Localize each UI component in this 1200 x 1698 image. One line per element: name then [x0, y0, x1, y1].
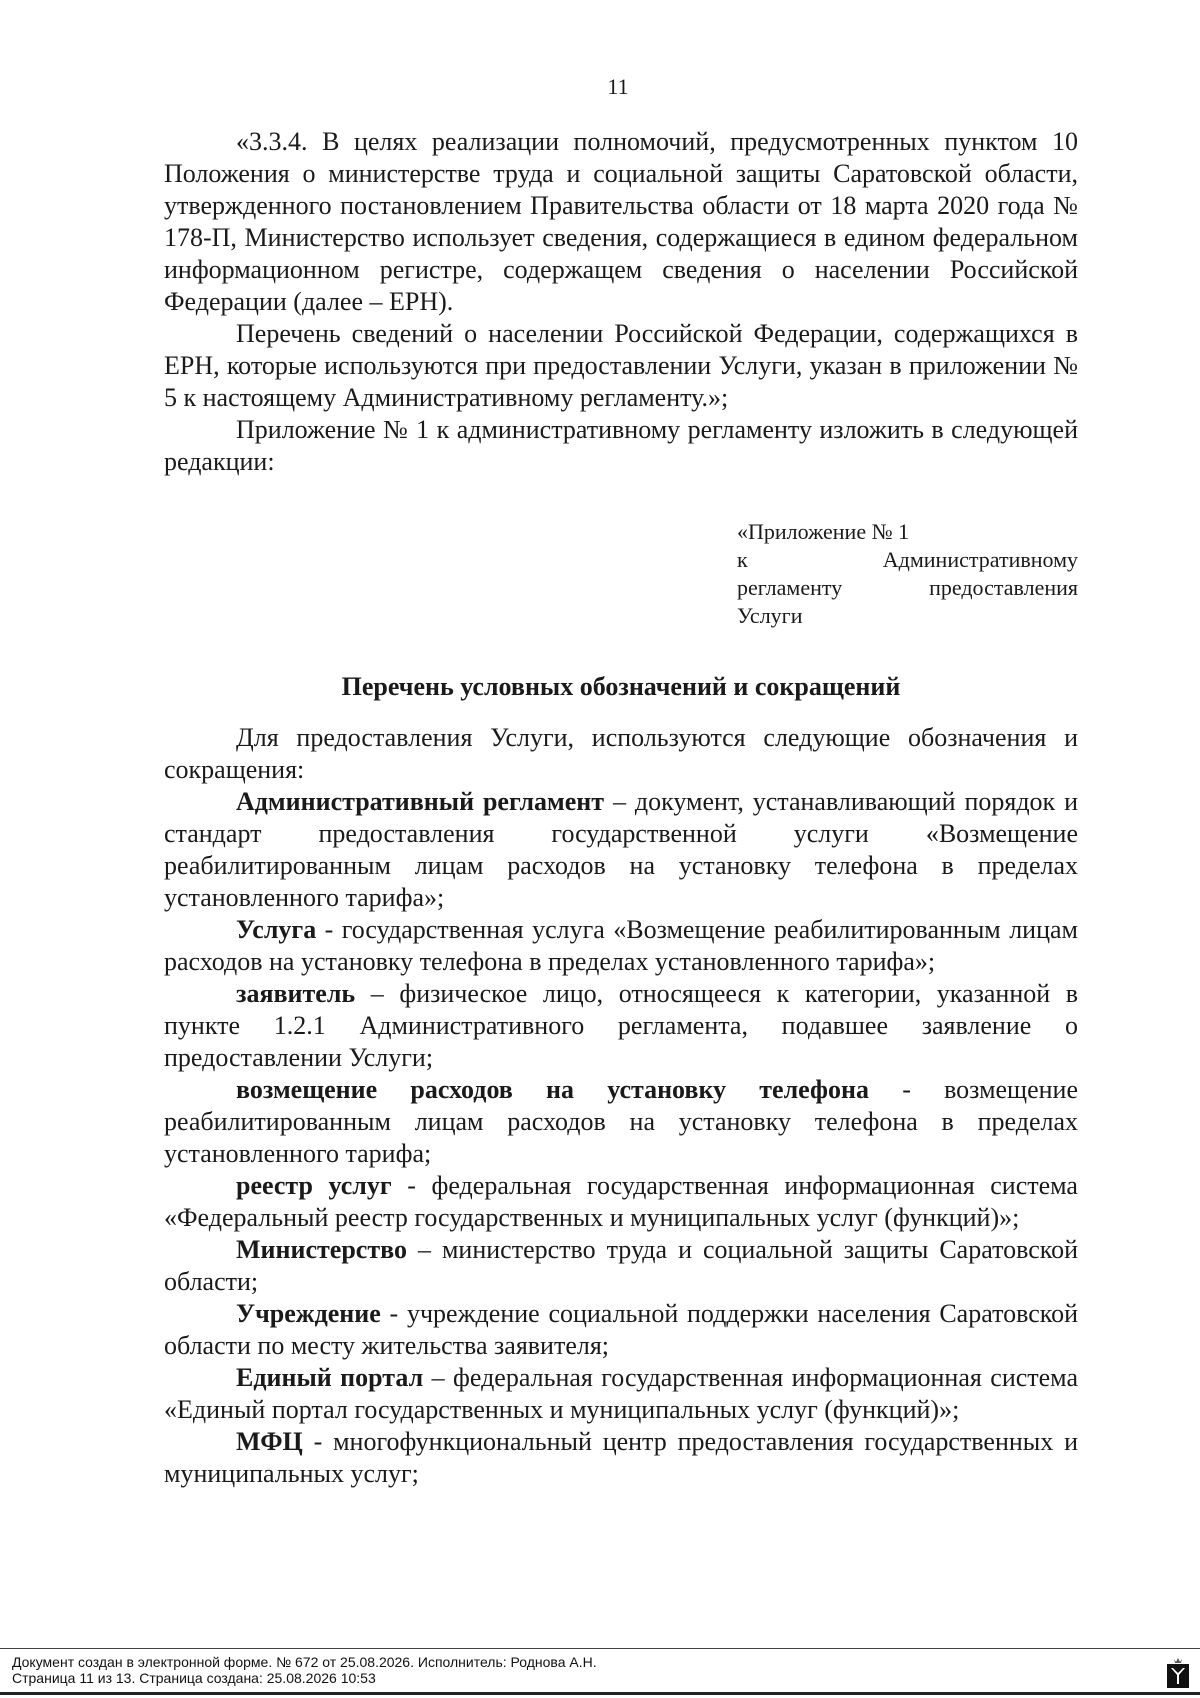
definition-text: физическое лицо, относящееся к категории, указанной в пункте 1.2.1 Административного регламента, подавшее заявление о предоставлении Услуги; — [164, 979, 1079, 1072]
definition-item — [164, 978, 1078, 1074]
definition-text: федеральная государственная информационная система «Единый портал государственных и муниципальных услуг (функций)»; — [164, 1363, 1078, 1424]
definition-term: Услуга — [236, 915, 317, 944]
definition-term: Учреждение — [236, 1299, 381, 1328]
definition-item — [164, 1362, 1078, 1426]
paragraph-ern-list: Перечень сведений о населении Российской Федерации, содержащихся в ЕРН, которые используются при предоставлении Услуги, указан в приложении № 5 к настоящему Административному регламенту.»; — [164, 319, 1078, 412]
definition-separator: - — [316, 915, 342, 944]
section-heading: Перечень условных обозначений и сокращений — [341, 672, 901, 701]
definition-separator: – — [604, 787, 635, 816]
definition-separator: - — [868, 1075, 945, 1104]
definition-text: федеральная государственная информационная система «Федеральный реестр государственных и муниципальных услуг (функций)»; — [164, 1171, 1078, 1232]
footer — [12, 1654, 1112, 1686]
definitions-list — [164, 786, 1078, 1490]
definition-item — [164, 914, 1078, 978]
definition-term: Министерство — [236, 1235, 407, 1264]
definition-item — [164, 1170, 1078, 1234]
definition-term: возмещение расходов на установку телефона — [236, 1075, 869, 1104]
definition-term: заявитель — [236, 979, 356, 1008]
definition-text: государственная услуга «Возмещение реабилитированным лицам расходов на установку телефона в пределах установленного тарифа»; — [164, 915, 1078, 976]
definition-separator: - — [380, 1299, 407, 1328]
definition-item — [164, 1298, 1078, 1362]
definition-separator: – — [406, 1235, 442, 1264]
page-number: 11 — [607, 74, 629, 99]
definition-term: МФЦ — [236, 1427, 303, 1456]
footer-divider — [0, 1648, 1200, 1649]
body-top — [164, 126, 1078, 478]
definitions-intro: Для предоставления Услуги, используются следующие обозначения и сокращения: — [164, 723, 1078, 784]
definition-item — [164, 1074, 1078, 1170]
footer-line-2: Страница 11 из 13. Страница создана: 25.08.2026 10:53 — [12, 1670, 376, 1686]
definition-text: многофункциональный центр предоставления государственных и муниципальных услуг; — [164, 1427, 1078, 1488]
paragraph-3-3-4: «3.3.4. В целях реализации полномочий, предусмотренных пунктом 10 Положения о министерстве труда и социальной защиты Саратовской области, утвержденного постановлением Правительства области от 18 марта 2020 года № 178-П, Министерство использует сведения, содержащиеся в едином федеральном информационном регистре, содержащем сведения о населении Российской Федерации (далее – ЕРН). — [164, 127, 1078, 316]
footer-line-1: Документ создан в электронной форме. № 672 от 25.08.2026. Исполнитель: Роднова А.Н. — [12, 1654, 597, 1670]
definition-text: учреждение социальной поддержки населения Саратовской области по месту жительства заявителя; — [164, 1299, 1078, 1360]
definition-text: документ, устанавливающий порядок и стандарт предоставления государственной услуги «Возмещение реабилитированным лицам расходов на установку телефона в пределах установленного тарифа»; — [164, 787, 1079, 912]
appendix-line-1: «Приложение № 1 — [737, 519, 910, 544]
definition-item — [164, 1426, 1078, 1490]
paragraph-appendix-intro: Приложение № 1 к административному регламенту изложить в следующей редакции: — [164, 415, 1078, 476]
definitions-section — [164, 722, 1078, 1490]
definition-text: возмещение реабилитированным лицам расходов на установку телефона в пределах установленного тарифа; — [164, 1075, 1078, 1168]
definition-item — [164, 1234, 1078, 1298]
definition-text: министерство труда и социальной защиты Саратовской области; — [164, 1235, 1078, 1296]
appendix-header — [737, 518, 1078, 630]
definition-term: Административный регламент — [236, 787, 605, 816]
appendix-line-3: регламенту предоставления — [737, 575, 1078, 600]
definition-term: Единый портал — [236, 1363, 424, 1392]
definition-separator: – — [355, 979, 400, 1008]
definition-item — [164, 786, 1078, 914]
footer-bottom-rule — [0, 1692, 1200, 1695]
definition-separator: - — [302, 1427, 334, 1456]
definition-separator: - — [391, 1171, 432, 1200]
appendix-line-2: к Административному — [737, 547, 1078, 572]
appendix-line-4: Услуги — [737, 603, 803, 628]
definition-separator: – — [423, 1363, 454, 1392]
coat-of-arms-icon — [1166, 1656, 1190, 1688]
definition-term: реестр услуг — [236, 1171, 392, 1200]
